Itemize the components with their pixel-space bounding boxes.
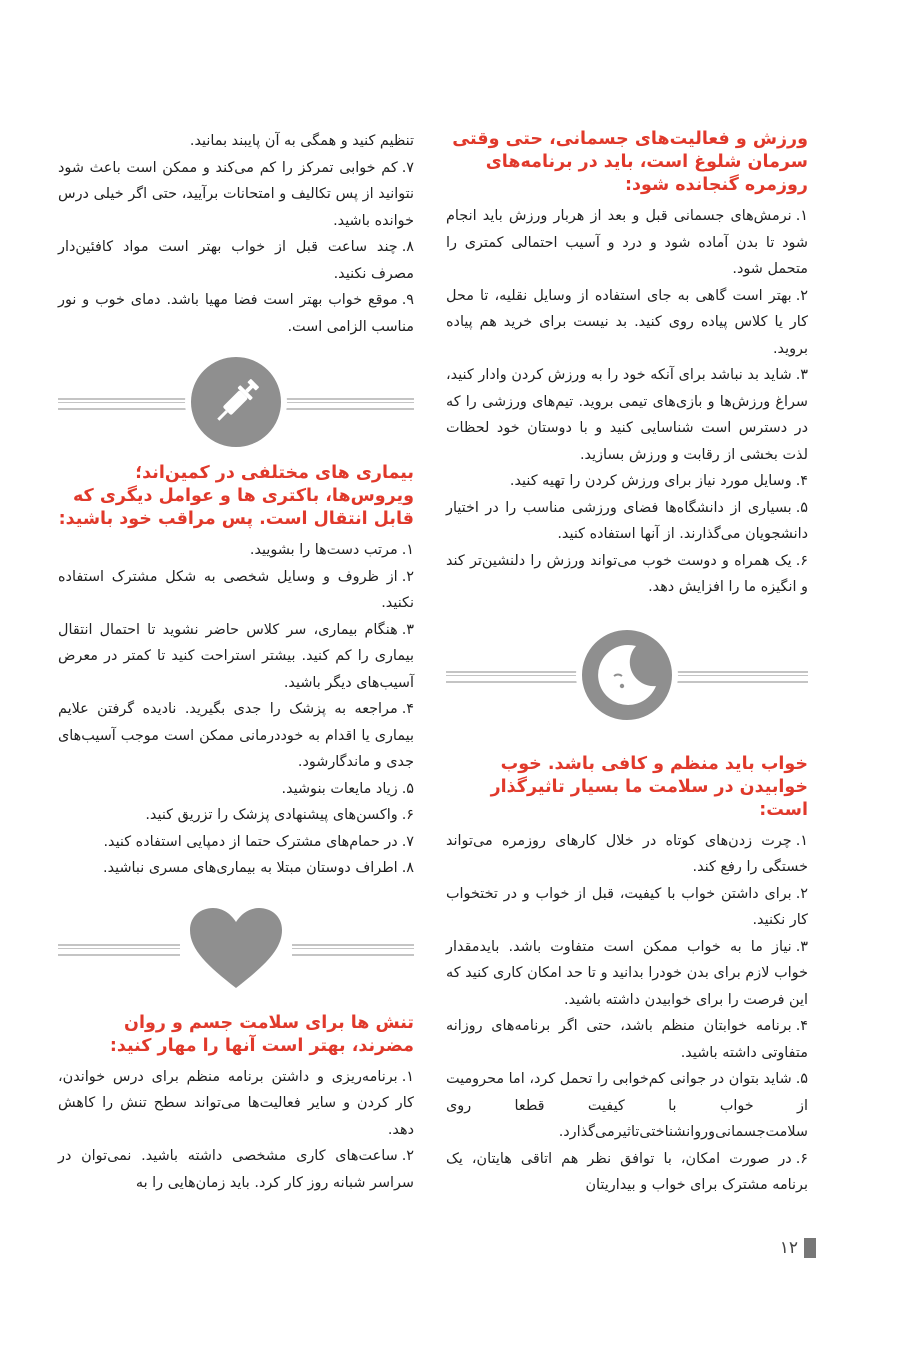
list-item: ۶.واکسن‌های پیشنهادی پزشک را تزریق کنید. [145,807,414,823]
list-item: ۱.مرتب دست‌ها را بشویید. [249,542,414,558]
page-number-text: ۱۲ [779,1238,798,1258]
moon-face-icon [576,624,678,726]
disease-list [58,537,414,882]
right-column [446,128,808,1199]
continued-text: تنظیم کنید و همگی به آن پایبند بمانید. [189,133,414,149]
page-marker [804,1238,816,1258]
syringe-icon [185,351,287,453]
list-item: ۵.شاید بتوان در جوانی کم‌خوابی را تحمل کرد، اما محرومیت از خواب با کیفیت قطعا روی سلامت‌جسمانی‌و‌روانشناختی‌تاثیر‌می‌گذارد. [446,1071,808,1140]
list-item: ۴.مراجعه به پزشک را جدی بگیرید. نادیده گرفتن علایم بیماری یا اقدام به خوددرمانی ممکن است موجب آسیب‌های جدی و ماندگارشود. [58,701,414,770]
list-item: ۸.چند ساعت قبل از خواب بهتر است مواد کافئین‌دار مصرف نکنید. [58,239,414,282]
section-heading-sleep: خواب باید منظم و کافی باشد. خوب خوابیدن در سلامت ما بسیار تاثیرگذار است: [490,753,808,820]
section-heading-exercise: ورزش و فعالیت‌های جسمانی، حتی وقتی سرمان شلوغ است، باید در برنامه‌های روزمره گنجانده شود: [452,129,808,195]
list-item: ۸.اطراف دوستان مبتلا به بیماری‌های مسری نباشید. [103,860,414,876]
list-item: ۲.از ظروف و وسایل شخصی به شکل مشترک استفاده نکنید. [58,568,414,611]
sleep-list [446,828,808,1199]
list-item: ۱.برنامه‌ریزی و داشتن برنامه منظم برای درس خواندن، کار کردن و سایر فعالیت‌ها می‌تواند سطح تنش را کاهش دهد. [58,1068,414,1138]
list-item: ۷.در حمام‌های مشترک حتما از دمپایی استفاده کنید. [103,833,414,850]
list-item: ۳.شاید بد نباشد برای آنکه خود را به ورزش کردن وادار کنید، سراغ ورزش‌ها و بازی‌های تیمی بروید. تیم‌های ورزشی را که در دسترس است شناسایی کنید و با دوستان خود لحظات لذت بخشی از رقابت و ورزش بسازید. [446,367,808,463]
list-item: ۲.ساعت‌های کاری مشخصی داشته باشید. نمی‌توان در سراسر شبانه روز کار کرد. باید زمان‌هایی را به [58,1148,414,1191]
list-item: ۵.بسیاری از دانشگاه‌ها فضای ورزشی مناسب را در اختیار دانشجویان می‌گذارند. از آنها استفاده کنید. [446,499,808,542]
divider-heart [58,900,414,996]
sleep-list-continued [58,155,414,341]
left-column [58,128,414,1196]
list-item: ۴.وسایل مورد نیاز برای ورزش کردن را تهیه کنید. [509,473,808,489]
list-item: ۱.نرمش‌های جسمانی قبل و بعد از هربار ورزش باید انجام شود تا بدن آماده شود و درد و آسیب احتمالی کمتری را متحمل شود. [446,208,808,277]
list-item: ۲.بهتر است گاهی به جای استفاده از وسایل نقلیه، تا محل کار یا کلاس پیاده روی کنید. بد نیست برای خرید هم پیاده بروید. [446,287,808,357]
list-item: ۹.موقع خواب بهتر است فضا مهیا باشد. دمای خوب و نور مناسب الزامی است. [58,292,414,335]
list-item: ۳.نیاز ما به خواب ممکن است متفاوت باشد. بایدمقدار خواب لازم برای بدن خودرا بدانید و تا حد امکان کاری کنید که این فرصت را برای خوابیدن داشته باشید. [446,938,808,1008]
list-item: ۷.کم خوابی تمرکز را کم می‌کند و ممکن است باعث شود نتوانید از پس تکالیف و امتحانات برآیید، حتی اگر خیلی درس خوانده باشید. [58,159,414,229]
list-item: ۲.برای داشتن خواب با کیفیت، قبل از خواب و در تختخواب کار نکنید. [446,885,808,928]
exercise-list [446,203,808,601]
stress-list [58,1064,414,1197]
divider-syringe [58,354,414,450]
section-heading-stress: تنش ها برای سلامت جسم و روان مضرند، بهتر است آنها را مهار کنید: [109,1012,414,1056]
section-heading-disease: بیماری های مختلفی در کمین‌اند؛ ویروس‌ها، باکتری ها و عوامل دیگری که قابل انتقال است. پس مراقب خود باشید: [58,463,414,529]
list-item: ۶.در صورت امکان، با توافق نظر هم اتاقی هایتان، یک برنامه مشترک برای خواب و بیداریتان [446,1150,808,1193]
list-item: ۴.برنامه خوابتان منظم باشد، حتی اگر برنامه‌های روزانه متفاوتی داشته باشید. [446,1018,808,1061]
page-number [780,1238,816,1258]
list-item: ۶.یک همراه و دوست خوب می‌تواند ورزش را دلنشین‌تر کند و انگیزه ما را افزایش دهد. [446,552,808,595]
list-item: ۱.چرت زدن‌های کوتاه در خلال کارهای روزمره می‌تواند خستگی را رفع کند. [446,832,808,875]
divider-moon [446,627,808,723]
list-item: ۵.زیاد مایعات بنوشید. [281,780,414,797]
list-item: ۳.هنگام بیماری، سر کلاس حاضر نشوید تا احتمال انتقال بیماری را کم کنید. بیشتر استراحت کنید تا کمتر در معرض آسیب‌های دیگر باشید. [58,621,414,691]
heart-icon [180,902,292,994]
